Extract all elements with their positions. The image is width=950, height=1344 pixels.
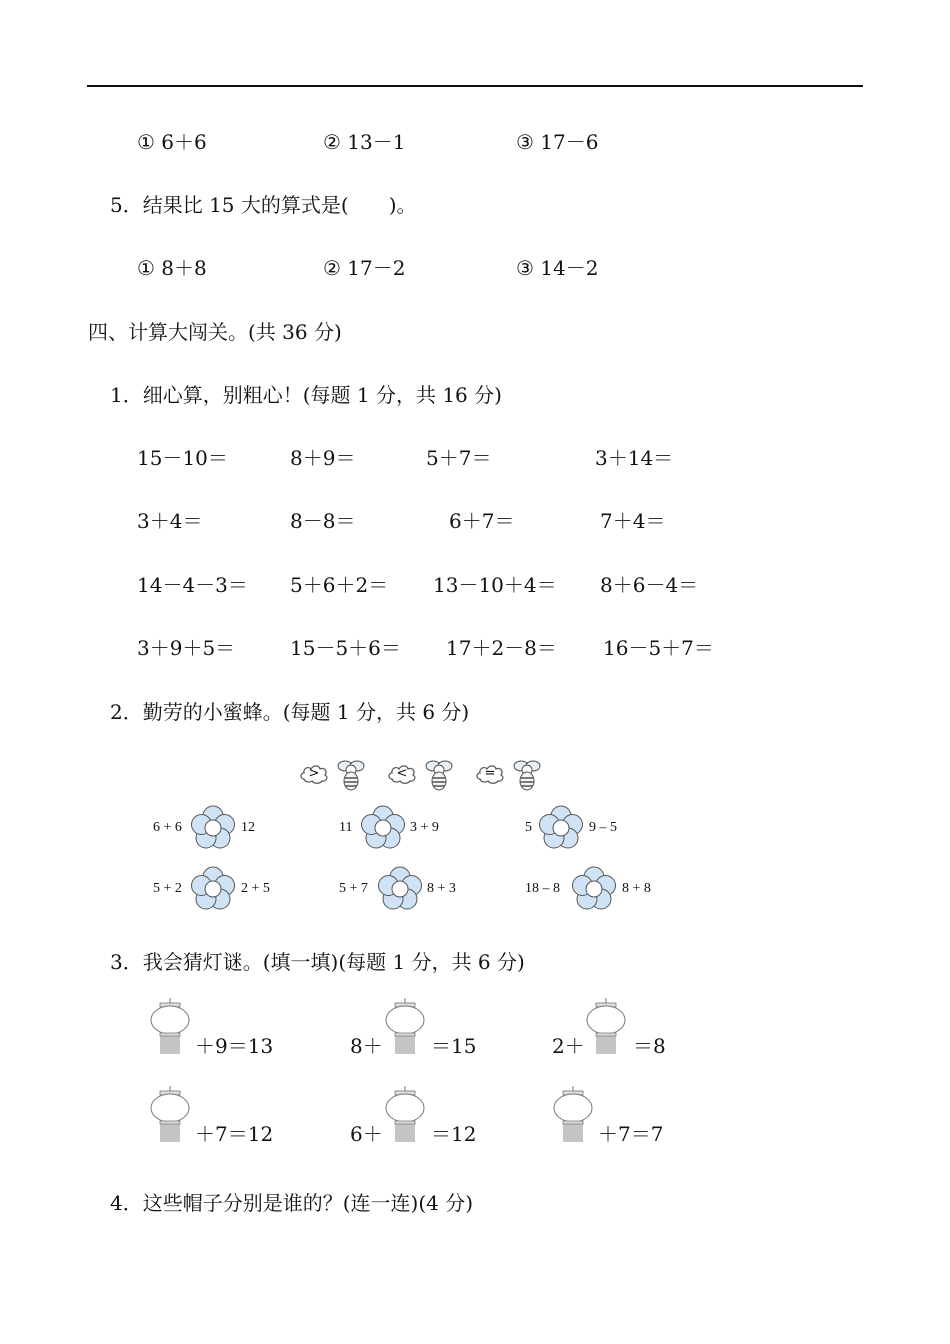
legend-symbol: = (484, 766, 496, 781)
p1-title: 1．细心算，别粗心！(每题 1 分，共 16 分) (110, 383, 502, 407)
q4-option-3: ③ 17－6 (516, 130, 599, 154)
bee-legend (299, 756, 563, 792)
lantern-blank-icon[interactable] (552, 1086, 594, 1144)
compare-left: 5 (525, 820, 532, 835)
compare-right: 2 + 5 (241, 881, 270, 896)
p1-eq: 5＋6＋2＝ (290, 573, 389, 597)
flower-answer-blank[interactable] (360, 805, 406, 851)
cloud-icon (299, 763, 329, 785)
p1-eq: 8＋6－4＝ (600, 573, 699, 597)
p1-eq: 14－4－3＝ (137, 573, 248, 597)
lantern-after: ＋7＝12 (195, 1122, 274, 1146)
q4-option-2: ② 13－1 (323, 130, 406, 154)
compare-right: 9 – 5 (589, 820, 617, 835)
lantern-before: 8＋ (350, 1034, 383, 1058)
p2-title: 2．勤劳的小蜜蜂。(每题 1 分，共 6 分) (110, 700, 470, 724)
compare-left: 5 + 2 (153, 881, 182, 896)
lantern-after: ＝12 (431, 1122, 477, 1146)
flower-answer-blank[interactable] (190, 805, 236, 851)
p1-eq: 17＋2－8＝ (446, 636, 557, 660)
compare-left: 6 + 6 (153, 820, 182, 835)
lantern-blank-icon[interactable] (585, 998, 627, 1056)
p1-eq: 3＋14＝ (595, 446, 674, 470)
cloud-icon (387, 763, 417, 785)
p1-eq: 15－10＝ (137, 446, 228, 470)
flower-answer-blank[interactable] (190, 866, 236, 912)
p1-eq: 13－10＋4＝ (433, 573, 557, 597)
flower-answer-blank[interactable] (538, 805, 584, 851)
p1-eq: 8－8＝ (290, 509, 356, 533)
lantern-after: ＝15 (431, 1034, 477, 1058)
lantern-blank-icon[interactable] (384, 998, 426, 1056)
top-rule (87, 85, 863, 87)
q5-option-1: ① 8＋8 (137, 256, 207, 280)
flower-answer-blank[interactable] (571, 866, 617, 912)
p1-eq: 8＋9＝ (290, 446, 356, 470)
lantern-after: ＋9＝13 (195, 1034, 274, 1058)
legend-symbol: > (308, 766, 320, 781)
p1-eq: 6＋7＝ (449, 509, 515, 533)
lantern-blank-icon[interactable] (149, 1086, 191, 1144)
lantern-blank-icon[interactable] (149, 998, 191, 1056)
compare-right: 12 (241, 820, 255, 835)
lantern-after: ＝8 (633, 1034, 666, 1058)
lantern-before: 2＋ (552, 1034, 585, 1058)
compare-left: 11 (339, 820, 353, 835)
bee-icon (333, 756, 369, 792)
q4-option-1: ① 6＋6 (137, 130, 207, 154)
compare-right: 8 + 8 (622, 881, 651, 896)
compare-right: 8 + 3 (427, 881, 456, 896)
section-4-title: 四、计算大闯关。(共 36 分) (88, 320, 342, 344)
lantern-after: ＋7＝7 (598, 1122, 664, 1146)
p1-eq: 7＋4＝ (600, 509, 666, 533)
flower-answer-blank[interactable] (377, 866, 423, 912)
lantern-blank-icon[interactable] (384, 1086, 426, 1144)
p1-eq: 16－5＋7＝ (603, 636, 714, 660)
p1-eq: 15－5＋6＝ (290, 636, 401, 660)
compare-left: 5 + 7 (339, 881, 368, 896)
p1-eq: 3＋9＋5＝ (137, 636, 236, 660)
lantern-before: 6＋ (350, 1122, 383, 1146)
p1-eq: 3＋4＝ (137, 509, 203, 533)
p3-title: 3．我会猜灯谜。(填一填)(每题 1 分，共 6 分) (110, 950, 525, 974)
legend-symbol: < (396, 766, 408, 781)
q5-option-2: ② 17－2 (323, 256, 406, 280)
compare-right: 3 + 9 (410, 820, 439, 835)
bee-icon (421, 756, 457, 792)
q5-title: 5．结果比 15 大的算式是( )。 (110, 193, 417, 217)
cloud-icon (475, 763, 505, 785)
q5-option-3: ③ 14－2 (516, 256, 599, 280)
bee-icon (509, 756, 545, 792)
p1-eq: 5＋7＝ (426, 446, 492, 470)
compare-left: 18 – 8 (525, 881, 560, 896)
p4-title: 4．这些帽子分别是谁的？(连一连)(4 分) (110, 1191, 474, 1215)
